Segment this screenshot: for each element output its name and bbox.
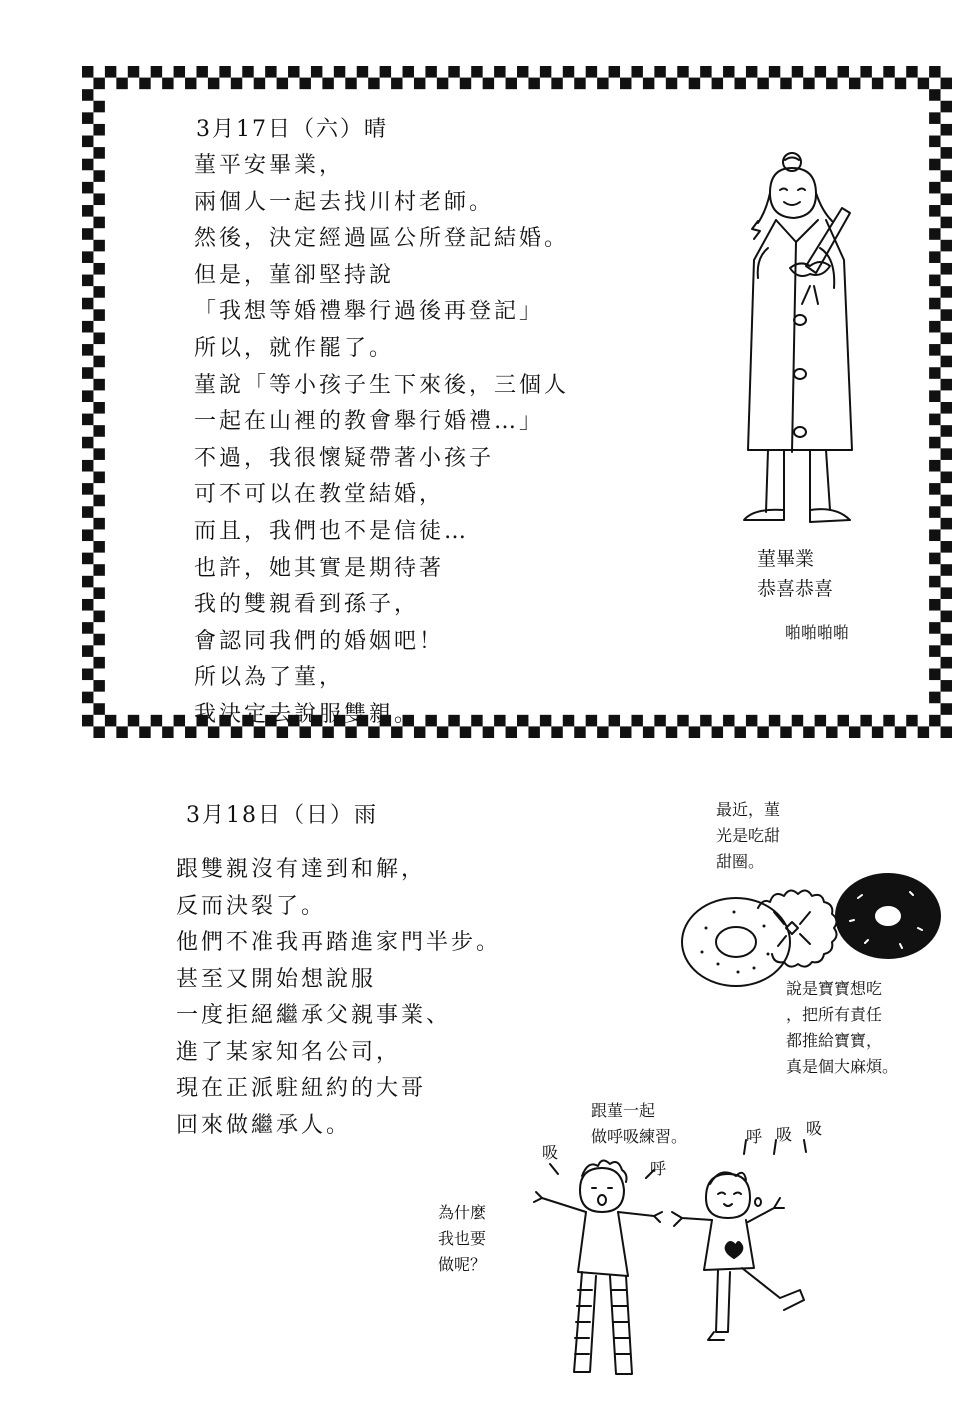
checker-square <box>93 309 104 321</box>
checker-square <box>574 78 585 90</box>
checker-square <box>93 170 104 182</box>
checker-square <box>82 112 93 124</box>
checker-square <box>93 518 104 530</box>
checker-square <box>677 715 688 727</box>
baby-note <box>786 976 898 1080</box>
checker-square <box>93 356 104 368</box>
checker-square <box>780 726 791 738</box>
checker-square <box>906 66 917 78</box>
checker-square <box>895 726 906 738</box>
checker-square <box>941 726 952 738</box>
checker-square <box>941 472 952 484</box>
checker-square <box>929 483 940 495</box>
checker-square <box>941 309 952 321</box>
checker-square <box>334 66 345 78</box>
entry-line: 「我想等婚禮舉行過後再登記」 <box>194 299 545 325</box>
entry-line: 所以為了菫， <box>194 665 345 691</box>
checker-square <box>425 66 436 78</box>
checker-square <box>460 78 471 90</box>
checker-square <box>586 66 597 78</box>
checker-square <box>437 78 448 90</box>
checker-square <box>540 66 551 78</box>
checker-square <box>93 472 104 484</box>
checker-square <box>93 263 104 275</box>
checker-square <box>300 78 311 90</box>
checker-square <box>208 78 219 90</box>
checker-square <box>185 78 196 90</box>
checker-square <box>82 136 93 148</box>
checker-square <box>883 715 894 727</box>
checker-square <box>757 78 768 90</box>
checker-square <box>82 414 93 426</box>
checker-square <box>586 715 597 727</box>
checker-square <box>345 78 356 90</box>
checker-square <box>929 553 940 565</box>
checker-square <box>93 448 104 460</box>
checker-square <box>929 437 940 449</box>
checker-square <box>860 66 871 78</box>
checker-square <box>929 182 940 194</box>
sfx-inhale: 吸 <box>806 1119 823 1138</box>
checker-square <box>551 78 562 90</box>
checker-square <box>174 66 185 78</box>
checker-square <box>941 587 952 599</box>
checker-square <box>689 78 700 90</box>
checker-square <box>746 66 757 78</box>
checker-square <box>941 193 952 205</box>
entry-line: 回來做繼承人。 <box>176 1112 352 1138</box>
checker-square <box>403 66 414 78</box>
checker-square <box>93 379 104 391</box>
checker-square <box>654 715 665 727</box>
entry-line: 兩個人一起去找川村老師。 <box>194 189 495 215</box>
checker-square <box>860 715 871 727</box>
checker-square <box>105 66 116 78</box>
why-note <box>438 1200 486 1278</box>
note-line: 最近，菫 <box>716 800 781 819</box>
checker-square <box>929 599 940 611</box>
checker-square <box>929 205 940 217</box>
checker-square <box>941 425 952 437</box>
checker-square <box>82 622 93 634</box>
checker-square <box>929 668 940 680</box>
checker-square <box>93 564 104 576</box>
checker-square <box>872 78 883 90</box>
checker-square <box>941 286 952 298</box>
checker-square <box>654 66 665 78</box>
checker-square <box>322 78 333 90</box>
checker-square <box>941 101 952 113</box>
checker-square <box>666 78 677 90</box>
checker-square <box>620 726 631 738</box>
checker-square <box>82 275 93 287</box>
checker-square <box>941 379 952 391</box>
applause-sfx: 啪啪啪啪 <box>785 623 850 642</box>
checker-square <box>82 668 93 680</box>
checker-square <box>792 66 803 78</box>
checker-square <box>93 240 104 252</box>
entry-line: 甚至又開始想說服 <box>176 966 377 992</box>
checker-square <box>82 205 93 217</box>
donuts-illustration <box>678 868 948 988</box>
checker-square <box>941 170 952 182</box>
checker-square <box>82 553 93 565</box>
checker-square <box>941 263 952 275</box>
graduate-girl-illustration <box>730 148 880 533</box>
checker-square <box>151 66 162 78</box>
checker-square <box>941 611 952 623</box>
checker-square <box>563 66 574 78</box>
entry-line: 跟雙親沒有達到和解， <box>176 857 427 882</box>
checker-square <box>254 78 265 90</box>
entry-body <box>194 148 569 734</box>
checker-square <box>139 78 150 90</box>
note-line: 說是寶寶想吃 <box>786 979 883 998</box>
checker-square <box>265 66 276 78</box>
checker-square <box>609 66 620 78</box>
checker-square <box>769 66 780 78</box>
checker-square <box>105 715 116 727</box>
checker-square <box>311 66 322 78</box>
checker-square <box>82 715 93 727</box>
checker-square <box>929 645 940 657</box>
checker-square <box>631 715 642 727</box>
checker-square <box>528 78 539 90</box>
checker-square <box>929 622 940 634</box>
checker-square <box>82 460 93 472</box>
checker-square <box>82 576 93 588</box>
checker-square <box>757 726 768 738</box>
breathing-couple-illustration <box>520 1140 840 1390</box>
checker-square <box>872 726 883 738</box>
checker-square <box>93 78 104 90</box>
checker-square <box>929 228 940 240</box>
checker-square <box>82 251 93 263</box>
checker-square <box>838 66 849 78</box>
checker-square <box>93 611 104 623</box>
note-line: 做呢？ <box>438 1255 487 1274</box>
note-line: 真是個大麻煩。 <box>786 1057 899 1076</box>
note-line: 都推給寶寶， <box>786 1031 883 1050</box>
checker-square <box>929 136 940 148</box>
checker-square <box>941 356 952 368</box>
checker-square <box>918 78 929 90</box>
checker-square <box>929 298 940 310</box>
checker-square <box>116 78 127 90</box>
checker-square <box>815 715 826 727</box>
checker-square <box>82 159 93 171</box>
checker-square <box>941 541 952 553</box>
checker-square <box>815 66 826 78</box>
sfx-inhale: 吸 <box>776 1125 793 1144</box>
sfx-exhale: 呼 <box>746 1127 763 1146</box>
checker-square <box>82 645 93 657</box>
checker-square <box>941 634 952 646</box>
note-line: 甜圈。 <box>716 852 765 871</box>
checker-square <box>620 78 631 90</box>
checker-square <box>941 680 952 692</box>
checker-square <box>838 715 849 727</box>
checker-square <box>929 576 940 588</box>
checker-square <box>769 715 780 727</box>
checker-square <box>941 217 952 229</box>
checker-square <box>689 726 700 738</box>
checker-square <box>929 344 940 356</box>
checker-square <box>219 66 230 78</box>
checker-square <box>735 726 746 738</box>
checker-square <box>941 78 952 90</box>
checker-square <box>93 402 104 414</box>
entry-line: 菫平安畢業， <box>194 153 345 178</box>
entry-line: 所以，就作罷了。 <box>194 335 395 361</box>
checker-square <box>368 78 379 90</box>
checker-square <box>929 460 940 472</box>
checker-square <box>93 286 104 298</box>
checker-square <box>712 78 723 90</box>
entry-line: 進了某家知名公司， <box>176 1039 402 1065</box>
checker-square <box>196 66 207 78</box>
entry-line: 一起在山裡的教會舉行婚禮…」 <box>194 409 545 435</box>
checker-square <box>700 66 711 78</box>
checker-square <box>849 726 860 738</box>
checker-square <box>597 78 608 90</box>
checker-square <box>162 78 173 90</box>
checker-square <box>929 692 940 704</box>
checker-square <box>93 680 104 692</box>
checker-square <box>471 66 482 78</box>
checker-square <box>93 193 104 205</box>
checker-square <box>82 344 93 356</box>
checker-square <box>357 66 368 78</box>
checker-square <box>128 66 139 78</box>
checker-square <box>929 715 940 727</box>
checker-square <box>929 367 940 379</box>
checker-square <box>506 78 517 90</box>
checker-square <box>941 518 952 530</box>
entry-line: 也許，她其實是期待著 <box>194 555 445 581</box>
checker-square <box>128 715 139 727</box>
checker-square <box>929 159 940 171</box>
donut-note <box>716 797 780 875</box>
sfx-inhale: 吸 <box>542 1143 559 1162</box>
checker-square <box>93 541 104 553</box>
checker-square <box>380 66 391 78</box>
checker-square <box>93 101 104 113</box>
checker-square <box>139 726 150 738</box>
checker-square <box>929 275 940 287</box>
checker-square <box>941 657 952 669</box>
checker-square <box>82 506 93 518</box>
checker-square <box>574 726 585 738</box>
checker-square <box>93 657 104 669</box>
checker-square <box>277 78 288 90</box>
checker-square <box>735 78 746 90</box>
checker-square <box>597 726 608 738</box>
entry-line: 而且，我們也不是信徒… <box>194 518 470 544</box>
checker-square <box>93 217 104 229</box>
checker-square <box>643 78 654 90</box>
checker-square <box>929 414 940 426</box>
checker-square <box>151 715 162 727</box>
entry-line: 但是，菫卻堅持說 <box>194 262 395 288</box>
checker-square <box>82 228 93 240</box>
checker-square <box>82 66 93 78</box>
entry-line: 可不可以在教堂結婚， <box>194 482 445 508</box>
checker-square <box>82 437 93 449</box>
entry-line: 我決定去說服雙親。 <box>194 701 420 727</box>
checker-square <box>883 66 894 78</box>
checker-square <box>792 715 803 727</box>
checker-square <box>82 89 93 101</box>
checker-square <box>82 321 93 333</box>
checker-square <box>162 726 173 738</box>
checker-square <box>82 367 93 379</box>
checker-square <box>82 599 93 611</box>
checker-square <box>82 692 93 704</box>
checker-square <box>82 483 93 495</box>
caption-line: 恭喜恭喜 <box>757 578 834 600</box>
checker-square <box>941 332 952 344</box>
checker-square <box>82 298 93 310</box>
checker-square <box>93 634 104 646</box>
checker-square <box>174 715 185 727</box>
checker-square <box>93 425 104 437</box>
checker-square <box>82 182 93 194</box>
checker-square <box>242 66 253 78</box>
checker-square <box>391 78 402 90</box>
checker-square <box>82 529 93 541</box>
checker-square <box>780 78 791 90</box>
checker-square <box>746 715 757 727</box>
checker-square <box>93 332 104 344</box>
checker-square <box>82 390 93 402</box>
checker-square <box>918 726 929 738</box>
checker-square <box>93 587 104 599</box>
checker-square <box>93 703 104 715</box>
checker-square <box>895 78 906 90</box>
checker-square <box>941 147 952 159</box>
entry-line: 一度拒絕繼承父親事業、 <box>176 1003 452 1028</box>
checker-square <box>288 66 299 78</box>
note-line: ，把所有責任 <box>786 1005 883 1024</box>
entry-body <box>176 852 501 1144</box>
checker-square <box>929 321 940 333</box>
sfx-exhale: 呼 <box>650 1159 667 1178</box>
note-line: 做呼吸練習。 <box>591 1127 688 1146</box>
entry-line: 不過，我很懷疑帶著小孩子 <box>194 445 495 471</box>
checker-square <box>666 726 677 738</box>
checker-square <box>231 78 242 90</box>
checker-square <box>929 251 940 263</box>
checker-square <box>826 78 837 90</box>
checker-square <box>929 112 940 124</box>
checker-square <box>643 726 654 738</box>
checker-square <box>93 726 104 738</box>
note-line: 光是吃甜 <box>716 826 781 845</box>
entry-line: 然後，決定經過區公所登記結婚。 <box>194 226 570 252</box>
note-line: 跟菫一起 <box>591 1101 656 1120</box>
checker-square <box>803 78 814 90</box>
checker-square <box>723 66 734 78</box>
checker-square <box>93 147 104 159</box>
checker-square <box>826 726 837 738</box>
checker-square <box>941 240 952 252</box>
checker-square <box>849 78 860 90</box>
checker-square <box>116 726 127 738</box>
checker-square <box>929 506 940 518</box>
entry-date: 3月17日（六）晴 <box>196 117 388 142</box>
checker-square <box>631 66 642 78</box>
entry-line: 現在正派駐紐約的大哥 <box>176 1076 427 1101</box>
entry-line: 反而決裂了。 <box>176 893 327 919</box>
note-line: 我也要 <box>438 1229 487 1248</box>
note-line: 為什麼 <box>438 1203 487 1222</box>
checker-square <box>712 726 723 738</box>
checker-square <box>929 390 940 402</box>
checker-square <box>941 448 952 460</box>
checker-square <box>414 78 425 90</box>
checker-square <box>941 402 952 414</box>
checker-square <box>941 495 952 507</box>
checker-square <box>609 715 620 727</box>
checker-square <box>483 78 494 90</box>
checker-square <box>93 124 104 136</box>
checker-square <box>929 89 940 101</box>
checker-square <box>723 715 734 727</box>
checker-square <box>93 495 104 507</box>
checker-square <box>941 703 952 715</box>
checker-square <box>941 124 952 136</box>
checker-square <box>494 66 505 78</box>
checker-square <box>517 66 528 78</box>
caption-line: 菫畢業 <box>757 548 815 570</box>
graduation-caption <box>757 544 833 604</box>
entry-date: 3月18日（日）雨 <box>186 803 378 828</box>
checker-square <box>929 529 940 541</box>
checker-square <box>906 715 917 727</box>
checker-square <box>677 66 688 78</box>
entry-line: 菫說「等小孩子生下來後，三個人 <box>194 372 570 398</box>
entry-line: 我的雙親看到孫子， <box>194 592 420 618</box>
entry-line: 會認同我們的婚姻吧！ <box>194 628 445 654</box>
checker-square <box>448 66 459 78</box>
checker-square <box>700 715 711 727</box>
checker-square <box>929 66 940 78</box>
checker-square <box>941 564 952 576</box>
entry-line: 他們不准我再踏進家門半步。 <box>176 930 502 955</box>
checker-square <box>803 726 814 738</box>
